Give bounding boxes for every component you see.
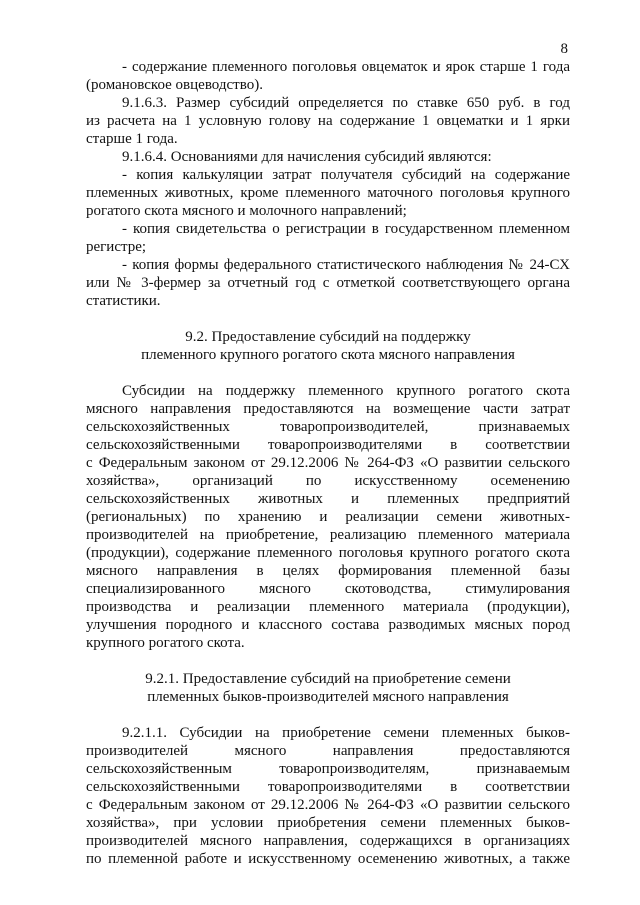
- text-line: - содержание племенного поголовья овцематок и ярок старше 1 года: [122, 59, 570, 75]
- text-line: производителей мясного направления, содержащихся в организациях: [86, 833, 570, 849]
- text-line: с Федеральным законом от 29.12.2006 № 264-ФЗ «О развитии сельского: [86, 797, 570, 813]
- text-line: старше 1 года.: [86, 131, 178, 147]
- text-line: - копия формы федерального статистического наблюдения № 24-СХ: [122, 257, 570, 273]
- text-line: (продукции), содержание племенного поголовья крупного рогатого скота: [86, 545, 570, 561]
- text-line: рогатого скота мясного и молочного направлений;: [86, 203, 407, 219]
- text-line: (романовское овцеводство).: [86, 77, 263, 93]
- document-body: [86, 58, 570, 868]
- text-line: улучшения породного и классного состава разводимых мясных пород: [86, 617, 570, 633]
- section-heading-line: 9.2. Предоставление субсидий на поддержку: [185, 329, 471, 345]
- text-line: сельскохозяйственным товаропроизводителям, признаваемым: [86, 761, 570, 777]
- text-line: производителей на приобретение, реализацию племенного материала: [86, 527, 570, 543]
- text-line: или № 3-фермер за отчетный год с отметкой соответствующего органа: [86, 275, 570, 291]
- text-line: 9.2.1.1. Субсидии на приобретение семени племенных быков-: [122, 725, 570, 741]
- text-line: регистре;: [86, 239, 147, 255]
- text-line: хозяйства», при условии приобретения семени племенных быков-: [86, 815, 570, 831]
- text-line: (региональных) по хранению и реализации семени животных-: [86, 509, 570, 525]
- text-line: мясного направления в целях формирования племенной базы: [86, 563, 570, 579]
- text-line: специализированного мясного скотоводства, стимулирования: [86, 581, 570, 597]
- paragraph-gap: [86, 364, 570, 382]
- text-line: хозяйства», организаций по искусственному осеменению: [86, 473, 570, 489]
- text-line: - копия калькуляции затрат получателя субсидий на содержание: [122, 167, 570, 183]
- text-line: сельскохозяйственными товаропроизводителями в соответствии: [86, 779, 570, 795]
- section-heading-line: племенного крупного рогатого скота мясного направления: [141, 347, 515, 363]
- text-line: по племенной работе и искусственному осеменению животных, а также: [86, 851, 570, 867]
- text-line: сельскохозяйственных животных и племенных предприятий: [86, 491, 570, 507]
- text-line: производителей мясного направления предоставляются: [86, 743, 570, 759]
- text-line: 9.1.6.4. Основаниями для начисления субсидий являются:: [122, 149, 492, 165]
- paragraph-gap: [86, 706, 570, 724]
- text-line: племенных животных, кроме племенного маточного поголовья крупного: [86, 185, 570, 201]
- paragraph-gap: [86, 652, 570, 670]
- section-heading-line: племенных быков-производителей мясного направления: [147, 689, 509, 705]
- text-line: статистики.: [86, 293, 161, 309]
- text-line: мясного направления предоставляются на возмещение части затрат: [86, 401, 570, 417]
- page-number: 8: [560, 41, 568, 57]
- text-line: сельскохозяйственными товаропроизводителями в соответствии: [86, 437, 570, 453]
- section-heading-line: 9.2.1. Предоставление субсидий на приобретение семени: [145, 671, 511, 687]
- text-line: из расчета на 1 условную голову на содержание 1 овцематки и 1 ярки: [86, 113, 570, 129]
- text-line: Субсидии на поддержку племенного крупного рогатого скота: [122, 383, 570, 399]
- text-line: с Федеральным законом от 29.12.2006 № 264-ФЗ «О развитии сельского: [86, 455, 570, 471]
- text-line: производства и реализации племенного материала (продукции),: [86, 599, 570, 615]
- text-line: крупного рогатого скота.: [86, 635, 245, 651]
- text-line: сельскохозяйственных товаропроизводителей, признаваемых: [86, 419, 570, 435]
- text-line: - копия свидетельства о регистрации в государственном племенном: [122, 221, 570, 237]
- paragraph-gap: [86, 310, 570, 328]
- text-line: 9.1.6.3. Размер субсидий определяется по ставке 650 руб. в год: [122, 95, 570, 111]
